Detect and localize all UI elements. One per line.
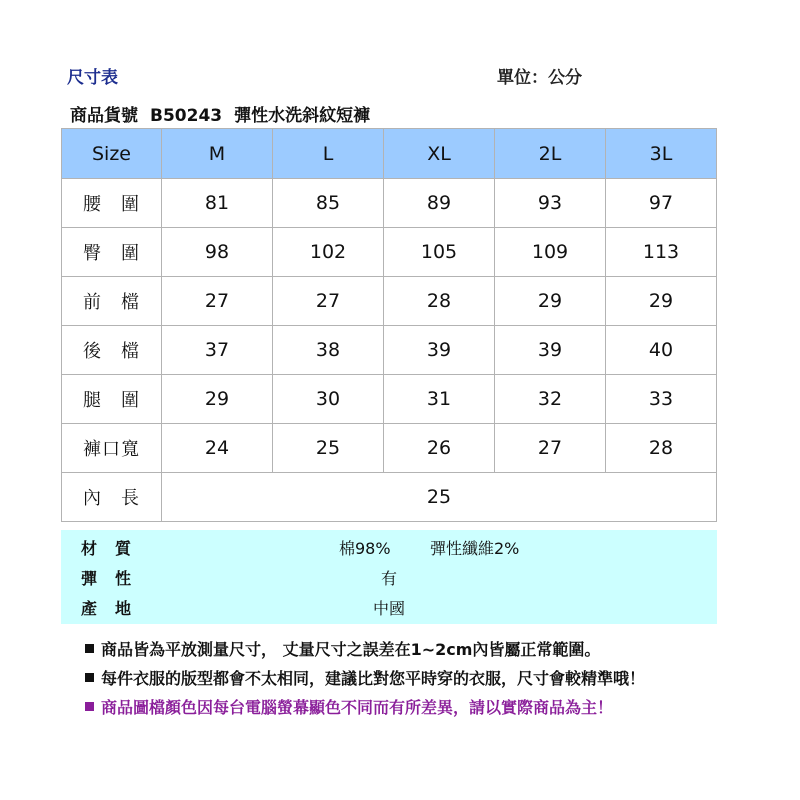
product-code: B50243 [150, 106, 223, 126]
column-header-size: Size [62, 129, 162, 179]
table-cell: 27 [495, 424, 606, 473]
row-label-waist: 腰 圍 [62, 179, 162, 228]
table-row [62, 277, 717, 326]
table-cell: 24 [162, 424, 273, 473]
note-text: 商品皆為平放測量尺寸， 丈量尺寸之誤差在1~2cm內皆屬正常範圍。 [101, 640, 601, 659]
fabric-label: 材 質 [81, 539, 133, 558]
table-cell: 28 [384, 277, 495, 326]
bullet-square-icon [85, 673, 94, 682]
table-cell: 85 [273, 179, 384, 228]
table-cell: 30 [273, 375, 384, 424]
origin-label: 產 地 [81, 599, 133, 618]
table-cell: 38 [273, 326, 384, 375]
product-info [70, 101, 382, 126]
fabric-cotton: 棉98% [339, 539, 391, 558]
fabric-spandex: 彈性纖維2% [430, 539, 520, 558]
bullet-square-icon [85, 702, 94, 711]
size-header-row [62, 129, 717, 179]
table-cell: 28 [606, 424, 717, 473]
table-row [62, 179, 717, 228]
table-cell: 32 [495, 375, 606, 424]
material-panel [61, 530, 717, 624]
table-cell: 97 [606, 179, 717, 228]
table-cell: 93 [495, 179, 606, 228]
note-text: 每件衣服的版型都會不太相同，建議比對您平時穿的衣服，尺寸會較精準哦！ [101, 669, 646, 688]
table-cell: 40 [606, 326, 717, 375]
material-row-stretch [61, 566, 717, 596]
table-row [62, 228, 717, 277]
table-row [62, 473, 717, 522]
row-label-inseam: 內 長 [62, 473, 162, 522]
table-cell: 98 [162, 228, 273, 277]
note-measurement [85, 637, 600, 660]
row-label-hip: 臀 圍 [62, 228, 162, 277]
size-table [61, 128, 717, 522]
table-row [62, 326, 717, 375]
row-label-back-rise: 後 檔 [62, 326, 162, 375]
table-cell: 25 [273, 424, 384, 473]
inseam-value: 25 [162, 473, 717, 522]
note-text: 商品圖檔顏色因每台電腦螢幕顯色不同而有所差異，請以實際商品為主！ [101, 698, 614, 717]
table-cell: 39 [384, 326, 495, 375]
table-cell: 109 [495, 228, 606, 277]
table-cell: 29 [606, 277, 717, 326]
table-cell: 39 [495, 326, 606, 375]
stretch-label: 彈 性 [81, 569, 133, 588]
column-header-m: M [162, 129, 273, 179]
table-row [62, 424, 717, 473]
table-cell: 81 [162, 179, 273, 228]
table-cell: 105 [384, 228, 495, 277]
material-row-fabric [61, 536, 717, 566]
bullet-square-icon [85, 644, 94, 653]
table-cell: 27 [162, 277, 273, 326]
column-header-xl: XL [384, 129, 495, 179]
origin-value: 中國 [372, 599, 405, 618]
product-name: 彈性水洗斜紋短褲 [234, 106, 371, 126]
material-row-origin [61, 596, 717, 626]
table-cell: 29 [162, 375, 273, 424]
table-cell: 27 [273, 277, 384, 326]
table-row [62, 375, 717, 424]
table-cell: 33 [606, 375, 717, 424]
table-cell: 29 [495, 277, 606, 326]
table-cell: 37 [162, 326, 273, 375]
table-cell: 26 [384, 424, 495, 473]
unit-label: 單位：公分 [497, 68, 582, 88]
table-cell: 113 [606, 228, 717, 277]
note-fit [85, 666, 645, 689]
page-title: 尺寸表 [67, 68, 118, 88]
note-color [85, 695, 613, 718]
table-cell: 89 [384, 179, 495, 228]
table-cell: 31 [384, 375, 495, 424]
column-header-2l: 2L [495, 129, 606, 179]
row-label-thigh: 腿 圍 [62, 375, 162, 424]
column-header-3l: 3L [606, 129, 717, 179]
table-cell: 102 [273, 228, 384, 277]
row-label-leg-opening: 褲口寬 [62, 424, 162, 473]
column-header-l: L [273, 129, 384, 179]
stretch-value: 有 [380, 569, 397, 588]
product-label: 商品貨號 [70, 106, 138, 126]
row-label-front-rise: 前 檔 [62, 277, 162, 326]
